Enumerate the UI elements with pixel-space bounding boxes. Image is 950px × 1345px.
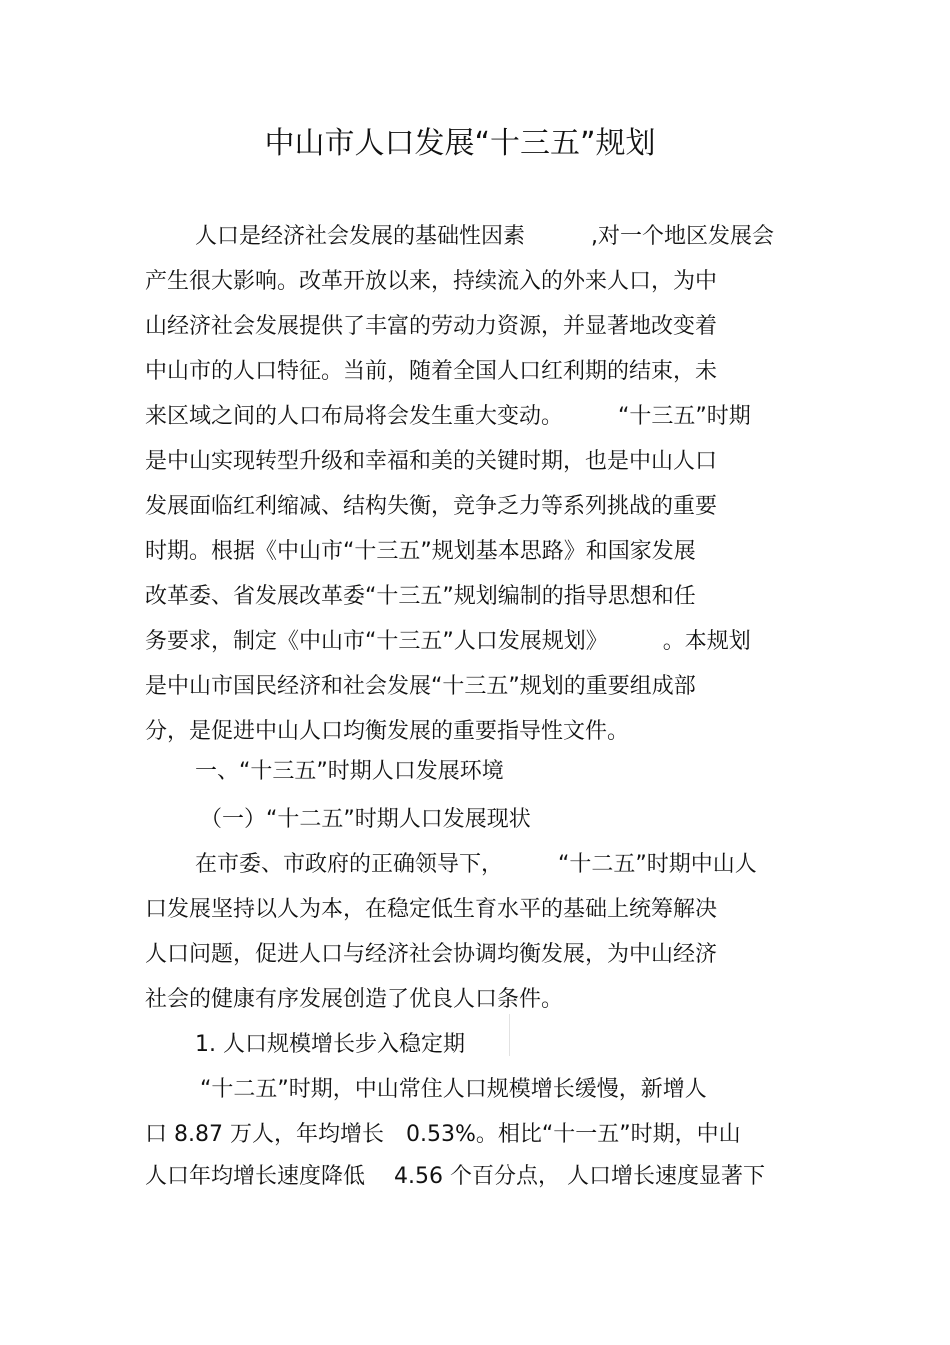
paragraph-line: 口发展坚持以人为本，在稳定低生育水平的基础上统筹解决 bbox=[145, 897, 718, 922]
paragraph-line: 中山市的人口特征。当前，随着全国人口红利期的结束，未 bbox=[145, 359, 718, 384]
document-title: 中山市人口发展“十三五”规划 bbox=[264, 126, 656, 161]
paragraph-line: 是中山实现转型升级和幸福和美的关键时期，也是中山人口 bbox=[145, 449, 718, 474]
paragraph-line: 在市委、市政府的正确领导下， “十二五”时期中山人 bbox=[195, 852, 757, 877]
section-heading: 一、“十三五”时期人口发展环境 bbox=[195, 759, 504, 784]
paragraph-line: 人口是经济社会发展的基础性因素 ,对一个地区发展会 bbox=[195, 224, 774, 249]
paragraph-line: “十二五”时期，中山常住人口规模增长缓慢，新增人 bbox=[200, 1077, 707, 1102]
divider bbox=[509, 1014, 510, 1056]
paragraph-line: 产生很大影响。改革开放以来，持续流入的外来人口，为中 bbox=[145, 269, 718, 294]
paragraph-line: 分，是促进中山人口均衡发展的重要指导性文件。 bbox=[145, 719, 630, 744]
paragraph-line: 人口问题，促进人口与经济社会协调均衡发展，为中山经济 bbox=[145, 942, 718, 967]
paragraph-line: 时期。根据《中山市“十三五”规划基本思路》和国家发展 bbox=[145, 539, 696, 564]
paragraph-line: 山经济社会发展提供了丰富的劳动力资源，并显著地改变着 bbox=[145, 314, 718, 339]
item-heading: 1. 人口规模增长步入稳定期 bbox=[195, 1032, 465, 1057]
subsection-heading: （一）“十二五”时期人口发展现状 bbox=[200, 807, 531, 832]
paragraph-line: 是中山市国民经济和社会发展“十三五”规划的重要组成部 bbox=[145, 674, 696, 699]
paragraph-line: 来区域之间的人口布局将会发生重大变动。 “十三五”时期 bbox=[145, 404, 751, 429]
paragraph-line: 务要求，制定《中山市“十三五”人口发展规划》 。本规划 bbox=[145, 629, 751, 654]
paragraph-line: 人口年均增长速度降低 4.56 个百分点， 人口增长速度显著下 bbox=[145, 1164, 765, 1189]
paragraph-line: 改革委、省发展改革委“十三五”规划编制的指导思想和任 bbox=[145, 584, 696, 609]
paragraph-line: 发展面临红利缩减、结构失衡，竞争乏力等系列挑战的重要 bbox=[145, 494, 718, 519]
paragraph-line: 口 8.87 万人，年均增长 0.53%。相比“十一五”时期，中山 bbox=[145, 1122, 741, 1147]
paragraph-line: 社会的健康有序发展创造了优良人口条件。 bbox=[145, 987, 564, 1012]
